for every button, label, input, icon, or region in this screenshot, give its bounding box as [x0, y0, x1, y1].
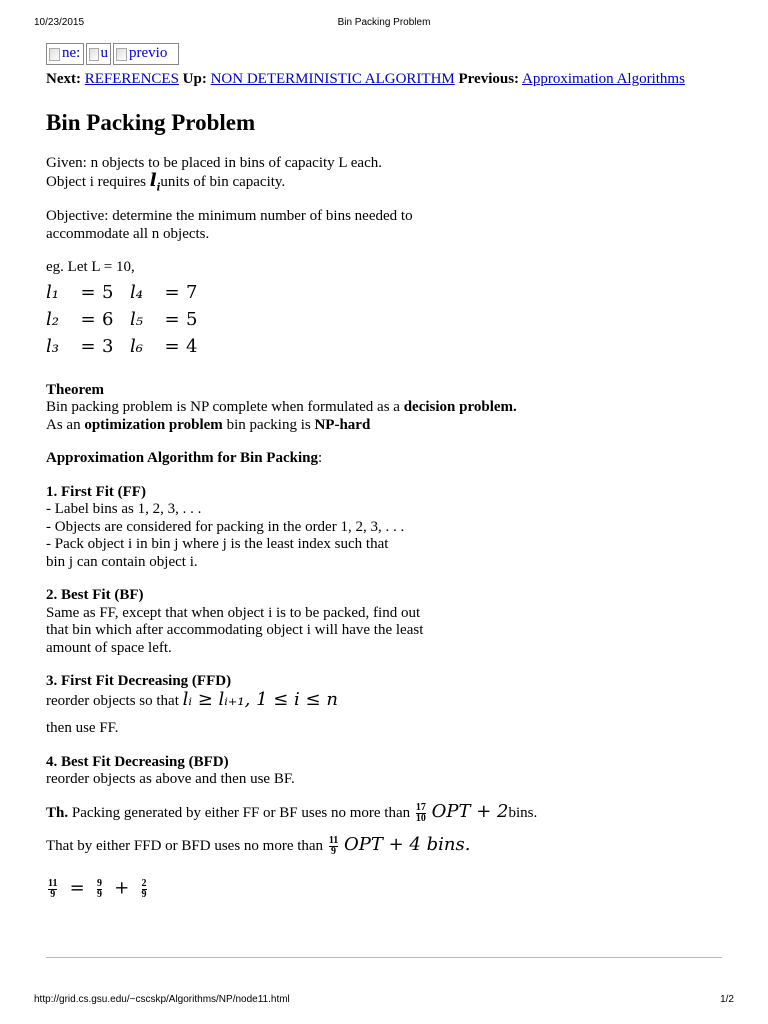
print-url: http://grid.cs.gsu.edu/~cscskp/Algorithms/NP/node11.html	[34, 994, 290, 1005]
next-link[interactable]: REFERENCES	[84, 71, 179, 87]
bf-line: Same as FF, except that when object i is to be packed, find out	[46, 604, 421, 621]
theorem-line-2: As an optimization problem bin packing is NP-hard	[46, 416, 371, 433]
page-title: Bin Packing Problem	[46, 109, 256, 135]
given-line-2: Object i requires $l_iunits$ of bin capacity.	[46, 170, 286, 194]
print-title: Bin Packing Problem	[337, 17, 431, 28]
next-button[interactable]: ne:	[46, 43, 84, 65]
ffd-line-2: then use FF.	[46, 720, 119, 737]
up-button[interactable]: u	[86, 43, 111, 65]
objective-line-2: accommodate all n objects.	[46, 225, 210, 242]
ff-line: bin j can contain object i.	[46, 553, 198, 570]
objective-line-1: Objective: determine the minimum number of bins needed to	[46, 208, 413, 225]
previous-link[interactable]: Approximation Algorithms	[522, 71, 685, 87]
nav-buttons	[46, 43, 736, 67]
previous-button[interactable]: previo	[113, 43, 179, 65]
print-page-number: 1/2	[720, 994, 734, 1005]
example-row: l₃ = 3 l₆ = 4	[46, 335, 198, 357]
example-intro: eg. Let L = 10,	[46, 259, 135, 276]
bf-line: that bin which after accommodating object i will have the least	[46, 622, 424, 639]
theorem-heading: Theorem	[46, 381, 105, 398]
ff-line: - Objects are considered for packing in the order 1, 2, 3, . . .	[46, 518, 405, 535]
nav-links: Next: REFERENCES Up: NON DETERMINISTIC ALGORITHM Previous: Approximation Algorithms	[46, 71, 685, 87]
approx-heading: Approximation Algorithm for Bin Packing:	[46, 450, 323, 467]
ff-line: - Pack object i in bin j where j is the least index such that	[46, 536, 389, 553]
divider	[46, 957, 722, 958]
up-link[interactable]: NON DETERMINISTIC ALGORITHM	[210, 71, 455, 87]
broken-image-icon	[116, 48, 127, 61]
document-body	[46, 43, 736, 900]
example-row: l₂ = 6 l₅ = 5	[46, 308, 198, 330]
ff-line: - Label bins as 1, 2, 3, . . .	[46, 501, 202, 518]
example-table	[46, 279, 736, 360]
th-line: Th. Packing generated by either FF or BF uses no more than $\frac{17}{10}$ OPT + 2bins.	[46, 800, 538, 824]
broken-image-icon	[89, 48, 99, 61]
ffd-heading: 3. First Fit Decreasing (FFD)	[46, 673, 232, 690]
example-row: l₁ = 5 l₄ = 7	[46, 281, 198, 303]
bf-line: amount of space left.	[46, 639, 172, 656]
ff-heading: 1. First Fit (FF)	[46, 483, 146, 500]
bfd-line: reorder objects as above and then use BF.	[46, 771, 295, 788]
bfd-heading: 4. Best Fit Decreasing (BFD)	[46, 753, 229, 770]
given-line-1: Given: n objects to be placed in bins of capacity L each.	[46, 154, 382, 171]
ffd-bound-line: That by either FFD or BFD uses no more than $\frac{11}{9}$ OPT + 4 bins.	[46, 833, 471, 857]
bf-heading: 2. Best Fit (BF)	[46, 587, 144, 604]
print-date: 10/23/2015	[34, 17, 85, 28]
fraction-identity: $\frac{11}{9}$ = $\frac{9}{9}$ + $\frac{2}{9}$	[48, 877, 147, 900]
ffd-line-1: reorder objects so that lᵢ ≥ lᵢ₊₁, 1 ≤ i ≤ n	[46, 688, 338, 710]
theorem-line-1: Bin packing problem is NP complete when formulated as a decision problem.	[46, 399, 517, 416]
broken-image-icon	[49, 48, 60, 61]
